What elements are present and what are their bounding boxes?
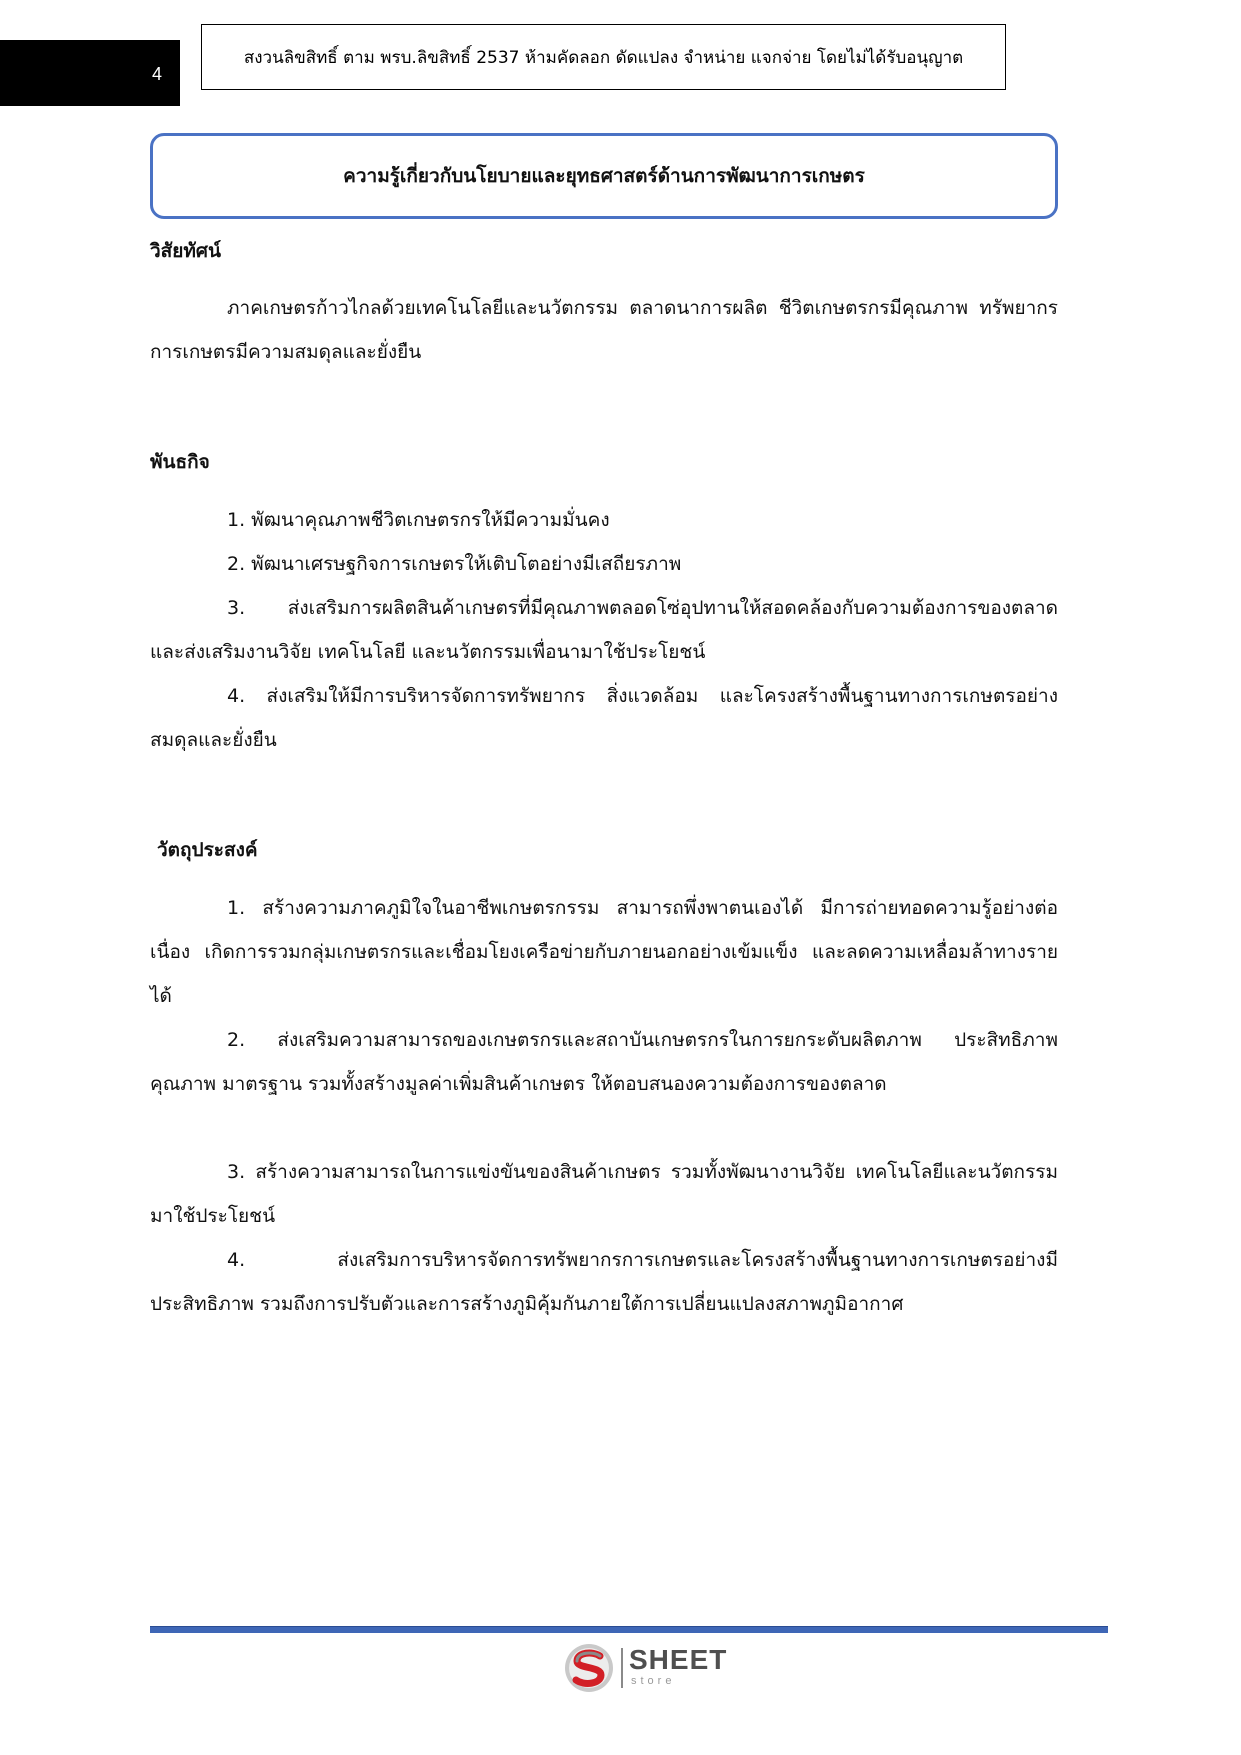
mission-heading: พันธกิจ (150, 451, 210, 473)
copyright-notice (201, 24, 1006, 90)
mission-item-1: 1. พัฒนาคุณภาพชีวิตเกษตรกรให้มีความมั่นคง (227, 509, 610, 531)
objective-item-3: 3. สร้างความสามารถในการแข่งขันของสินค้าเกษตร รวมทั้งพัฒนางานวิจัย เทคโนโลยีและนวัตกรรม มาใช้ประโยชน์ (150, 1161, 1058, 1227)
logo-subtext: store (631, 1675, 676, 1687)
logo-divider (621, 1648, 623, 1688)
objective-item-2: 2. ส่งเสริมความสามารถของเกษตรกรและสถาบันเกษตรกรในการยกระดับผลิตภาพ ประสิทธิภาพ คุณภาพ มาตรฐาน รวมทั้งสร้างมูลค่าเพิ่มสินค้าเกษตร ให้ตอบสนองความต้องการของตลาด (150, 1029, 1058, 1095)
logo-text: SHEET (629, 1644, 728, 1675)
page-title: ความรู้เกี่ยวกับนโยบายและยุทธศาสตร์ด้านการพัฒนาการเกษตร (343, 165, 865, 187)
mission-item-2: 2. พัฒนาเศรษฐกิจการเกษตรให้เติบโตอย่างมีเสถียรภาพ (227, 553, 682, 575)
sheet-store-logo-icon (563, 1642, 615, 1694)
objective-item-1: 1. สร้างความภาคภูมิใจในอาชีพเกษตรกรรม สามารถพึ่งพาตนเองได้ มีการถ่ายทอดความรู้อย่างต่อเนื่อง เกิดการรวมกลุ่มเกษตรกรและเชื่อมโยงเครือข่ายกับภายนอกอย่างเข้มแข็ง และลดความเหลื่อมล้าทางรายได้ (150, 897, 1058, 1007)
sheet-store-logo (563, 1642, 738, 1694)
vision-text: ภาคเกษตรก้าวไกลด้วยเทคโนโลยีและนวัตกรรม ตลาดนาการผลิต ชีวิตเกษตรกรมีคุณภาพ ทรัพยากรการเกษตรมีความสมดุลและยั่งยืน (150, 297, 1058, 363)
page-number: 4 (152, 64, 163, 84)
mission-item-3: 3. ส่งเสริมการผลิตสินค้าเกษตรที่มีคุณภาพตลอดโซ่อุปทานให้สอดคล้องกับความต้องการของตลาด และส่งเสริมงานวิจัย เทคโนโลยี และนวัตกรรมเพื่อนามาใช้ประโยชน์ (150, 597, 1058, 663)
vision-heading: วิสัยทัศน์ (150, 240, 221, 262)
copyright-text: สงวนลิขสิทธิ์ ตาม พรบ.ลิขสิทธิ์ 2537 ห้ามคัดลอก ดัดแปลง จำหน่าย แจกจ่าย โดยไม่ได้รับอนุญาต (243, 47, 964, 68)
objectives-heading: วัตถุประสงค์ (157, 839, 258, 861)
mission-item-4: 4. ส่งเสริมให้มีการบริหารจัดการทรัพยากร สิ่งแวดล้อม และโครงสร้างพื้นฐานทางการเกษตรอย่างสมดุลและยั่งยืน (150, 685, 1058, 751)
objective-item-4: 4. ส่งเสริมการบริหารจัดการทรัพยากรการเกษตรและโครงสร้างพื้นฐานทางการเกษตรอย่างมีประสิทธิภาพ รวมถึงการปรับตัวและการสร้างภูมิคุ้มกันภายใต้การเปลี่ยนแปลงสภาพภูมิอากาศ (150, 1249, 1058, 1315)
title-box (150, 133, 1058, 219)
footer-divider (150, 1626, 1108, 1633)
page-number-tab (0, 40, 180, 106)
